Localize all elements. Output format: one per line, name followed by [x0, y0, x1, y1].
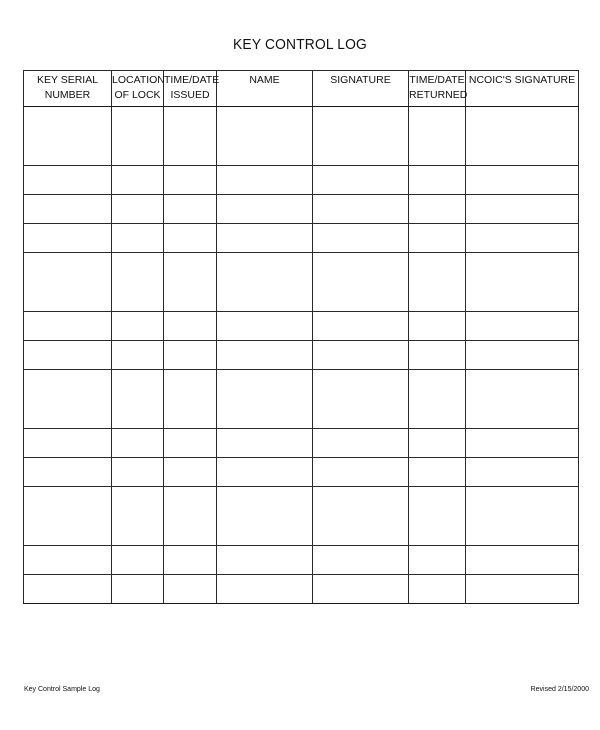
table-cell[interactable] [217, 341, 313, 370]
table-cell[interactable] [164, 312, 217, 341]
table-row [24, 312, 579, 341]
table-row [24, 429, 579, 458]
table-cell[interactable] [164, 546, 217, 575]
table-cell[interactable] [466, 429, 579, 458]
table-cell[interactable] [112, 575, 164, 604]
table-cell[interactable] [466, 341, 579, 370]
table-cell[interactable] [409, 487, 466, 546]
table-cell[interactable] [313, 429, 409, 458]
table-cell[interactable] [112, 546, 164, 575]
table-cell[interactable] [24, 224, 112, 253]
table-cell[interactable] [409, 224, 466, 253]
table-row [24, 253, 579, 312]
table-cell[interactable] [24, 107, 112, 166]
table-cell[interactable] [164, 370, 217, 429]
table-cell[interactable] [164, 224, 217, 253]
table-row [24, 195, 579, 224]
table-cell[interactable] [217, 312, 313, 341]
table-row [24, 370, 579, 429]
footer-revision-date: Revised 2/15/2000 [530, 686, 589, 693]
table-row [24, 487, 579, 546]
table-cell[interactable] [24, 575, 112, 604]
table-cell[interactable] [313, 195, 409, 224]
table-cell[interactable] [313, 253, 409, 312]
table-cell[interactable] [217, 195, 313, 224]
table-cell[interactable] [112, 370, 164, 429]
column-header-ncoic-signature: NCOIC'S SIGNATURE [466, 71, 579, 107]
column-header-key-serial-number: KEY SERIAL NUMBER [24, 71, 112, 107]
table-cell[interactable] [313, 458, 409, 487]
table-cell[interactable] [164, 166, 217, 195]
table-row [24, 458, 579, 487]
table-cell[interactable] [164, 107, 217, 166]
table-cell[interactable] [112, 487, 164, 546]
table-cell[interactable] [24, 546, 112, 575]
table-cell[interactable] [112, 166, 164, 195]
column-header-time-date-returned: TIME/DATE RETURNED [409, 71, 466, 107]
table-cell[interactable] [466, 546, 579, 575]
table-cell[interactable] [217, 253, 313, 312]
table-row [24, 166, 579, 195]
table-cell[interactable] [313, 575, 409, 604]
table-cell[interactable] [164, 575, 217, 604]
table-row [24, 107, 579, 166]
table-cell[interactable] [164, 429, 217, 458]
table-cell[interactable] [24, 458, 112, 487]
table-cell[interactable] [313, 312, 409, 341]
table-cell[interactable] [112, 224, 164, 253]
table-cell[interactable] [409, 575, 466, 604]
table-cell[interactable] [217, 224, 313, 253]
table-cell[interactable] [313, 224, 409, 253]
column-header-signature: SIGNATURE [313, 71, 409, 107]
table-cell[interactable] [313, 487, 409, 546]
table-cell[interactable] [409, 341, 466, 370]
footer-form-name: Key Control Sample Log [24, 686, 100, 693]
table-cell[interactable] [466, 487, 579, 546]
table-cell[interactable] [24, 253, 112, 312]
table-row [24, 575, 579, 604]
table-cell[interactable] [24, 429, 112, 458]
table-cell[interactable] [466, 253, 579, 312]
table-cell[interactable] [409, 312, 466, 341]
table-cell[interactable] [466, 575, 579, 604]
table-cell[interactable] [24, 166, 112, 195]
table-cell[interactable] [466, 224, 579, 253]
key-control-log-table [23, 70, 579, 604]
table-cell[interactable] [112, 341, 164, 370]
table-cell[interactable] [466, 195, 579, 224]
table-cell[interactable] [24, 195, 112, 224]
table-row [24, 224, 579, 253]
table-cell[interactable] [313, 107, 409, 166]
table-cell[interactable] [409, 370, 466, 429]
table-cell[interactable] [24, 370, 112, 429]
page-title: KEY CONTROL LOG [233, 36, 367, 53]
table-cell[interactable] [217, 458, 313, 487]
table-cell[interactable] [217, 575, 313, 604]
table-cell[interactable] [466, 312, 579, 341]
table-row [24, 341, 579, 370]
table-cell[interactable] [409, 195, 466, 224]
table-cell[interactable] [409, 458, 466, 487]
table-cell[interactable] [466, 370, 579, 429]
table-cell[interactable] [24, 312, 112, 341]
table-cell[interactable] [409, 429, 466, 458]
table-cell[interactable] [466, 107, 579, 166]
table-cell[interactable] [164, 195, 217, 224]
table-cell[interactable] [313, 166, 409, 195]
table-cell[interactable] [112, 312, 164, 341]
table-cell[interactable] [24, 341, 112, 370]
table-cell[interactable] [217, 370, 313, 429]
column-header-name: NAME [217, 71, 313, 107]
table-cell[interactable] [112, 195, 164, 224]
log-body [24, 107, 579, 604]
table-cell[interactable] [409, 253, 466, 312]
table-cell[interactable] [217, 546, 313, 575]
table-cell[interactable] [217, 429, 313, 458]
table-cell[interactable] [112, 429, 164, 458]
table-cell[interactable] [164, 341, 217, 370]
table-cell[interactable] [466, 166, 579, 195]
table-cell[interactable] [217, 166, 313, 195]
table-cell[interactable] [217, 487, 313, 546]
table-cell[interactable] [409, 546, 466, 575]
table-cell[interactable] [112, 253, 164, 312]
table-cell[interactable] [112, 458, 164, 487]
table-cell[interactable] [313, 370, 409, 429]
table-cell[interactable] [164, 487, 217, 546]
table-cell[interactable] [164, 458, 217, 487]
table-row [24, 546, 579, 575]
table-cell[interactable] [313, 341, 409, 370]
column-header-time-date-issued: TIME/DATE ISSUED [164, 71, 217, 107]
table-cell[interactable] [409, 107, 466, 166]
table-cell[interactable] [313, 546, 409, 575]
table-cell[interactable] [409, 166, 466, 195]
table-cell[interactable] [24, 487, 112, 546]
table-cell[interactable] [112, 107, 164, 166]
column-header-location-of-lock: LOCATION OF LOCK [112, 71, 164, 107]
table-cell[interactable] [164, 253, 217, 312]
table-cell[interactable] [466, 458, 579, 487]
table-cell[interactable] [217, 107, 313, 166]
header-row [24, 71, 579, 107]
